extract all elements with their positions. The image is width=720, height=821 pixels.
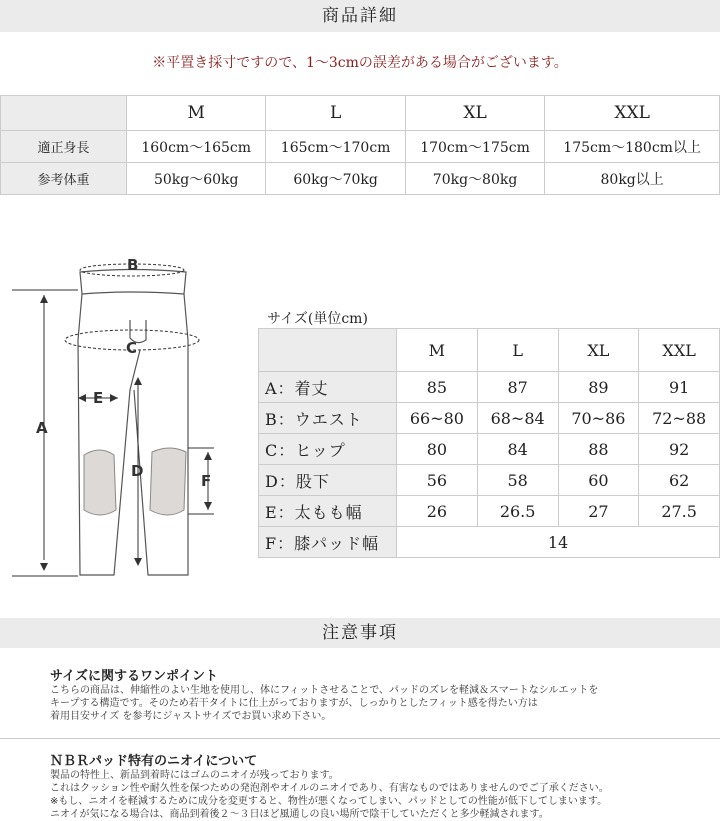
label-d: D — [131, 462, 144, 480]
arrow-down-icon — [40, 563, 48, 571]
row-label-e: E：太もも幅 — [259, 496, 397, 527]
table-cell: 60kg～70kg — [266, 163, 405, 195]
label-e: E — [93, 389, 104, 407]
row-label-f: F：膝パッド幅 — [259, 527, 397, 558]
arrow-left-icon — [78, 394, 86, 402]
measurement-notice: ※平置き採寸ですので、1～3cmの誤差がある場合がございます。 — [152, 55, 568, 71]
label-c: C — [126, 339, 138, 357]
table-cell: 58 — [477, 465, 558, 496]
size-header-row — [1, 96, 720, 131]
table-cell: 170cm～175cm — [405, 131, 544, 163]
size-col-xxl: XXL — [545, 96, 720, 131]
table-row — [1, 131, 720, 163]
note-size — [50, 665, 598, 723]
measure-header-row — [259, 329, 720, 372]
note-line: こちらの商品は、伸縮性のよい生地を使用し、体にフィットさせることで、パッドのズレを軽減＆スマートなシルエットを — [50, 685, 599, 696]
note-line: ニオイが気になる場合は、商品到着後２～３日ほど風通しの良い場所で陰干していただくと多少軽減されます。 — [50, 809, 549, 820]
arrow-up-icon — [40, 295, 48, 303]
size-col-l: L — [266, 96, 405, 131]
table-corner — [259, 329, 397, 372]
right-knee-pad — [150, 448, 186, 515]
table-row — [259, 434, 720, 465]
table-cell: 70~86 — [558, 403, 639, 434]
table-cell: 92 — [639, 434, 720, 465]
notes-title: 注意事項 — [322, 623, 398, 643]
table-cell: 70kg～80kg — [405, 163, 544, 195]
table-cell: 88 — [558, 434, 639, 465]
right-leg-shape — [134, 294, 188, 575]
table-cell: 27.5 — [639, 496, 720, 527]
size-guide-table — [0, 95, 720, 195]
row-label-d: D：股下 — [259, 465, 397, 496]
table-cell: 80 — [397, 434, 478, 465]
table-cell: 87 — [477, 372, 558, 403]
details-header — [0, 0, 720, 32]
table-corner — [1, 96, 127, 131]
note-line: 着用目安サイズ を参考にジャストサイズでお買い求め下さい。 — [50, 711, 332, 722]
left-leg-shape — [78, 294, 140, 575]
measure-col-xxl: XXL — [639, 329, 720, 372]
table-cell: 91 — [639, 372, 720, 403]
table-cell: 56 — [397, 465, 478, 496]
table-cell: 26.5 — [477, 496, 558, 527]
note-line: これはクッション性や耐久性を保つための発泡剤やオイルのニオイであり、有害なものではありませんのでご了承ください。 — [50, 783, 609, 794]
pants-diagram — [0, 240, 255, 590]
table-cell: 84 — [477, 434, 558, 465]
table-cell: 66~80 — [397, 403, 478, 434]
notes-header — [0, 618, 720, 648]
note-line: 製品の特性上、新品到着時にはゴムのニオイが残っております。 — [50, 770, 339, 781]
note-odor — [50, 750, 609, 821]
table-cell: 175cm～180cm以上 — [545, 131, 720, 163]
details-title: 商品詳細 — [322, 6, 398, 26]
note-line: キープする構造です。そのため若干タイトに仕上がっておりますが、しっかりとしたフィット感を得たい方は — [50, 698, 538, 709]
table-row — [259, 496, 720, 527]
table-cell: 62 — [639, 465, 720, 496]
note-size-heading: サイズに関するワンポイント — [50, 669, 218, 684]
arrow-down-icon — [134, 558, 142, 566]
note-odor-heading: ＮＢＲパッド特有のニオイについて — [50, 754, 258, 769]
table-cell: 80kg以上 — [545, 163, 720, 195]
label-a: A — [36, 419, 48, 437]
row-label-height: 適正身長 — [1, 131, 127, 163]
table-row — [259, 403, 720, 434]
measurement-table — [258, 328, 720, 558]
arrow-down-icon — [204, 502, 212, 510]
table-cell: 60 — [558, 465, 639, 496]
row-label-b: B：ウエスト — [259, 403, 397, 434]
measure-col-m: M — [397, 329, 478, 372]
row-label-c: C：ヒップ — [259, 434, 397, 465]
table-cell: 14 — [397, 527, 720, 558]
label-f: F — [201, 472, 212, 490]
note-line: ※もし、ニオイを軽減するために成分を変更すると、物性が悪くなってしまい、パッドとしての性能が低下してしまいます。 — [50, 796, 608, 807]
table-row — [259, 465, 720, 496]
table-cell: 85 — [397, 372, 478, 403]
table-cell: 72~88 — [639, 403, 720, 434]
arrow-up-icon — [134, 377, 142, 385]
table-row — [259, 372, 720, 403]
divider — [0, 738, 720, 739]
size-col-xl: XL — [405, 96, 544, 131]
row-label-weight: 参考体重 — [1, 163, 127, 195]
label-b: B — [127, 256, 139, 274]
table-row — [1, 163, 720, 195]
table-row — [259, 527, 720, 558]
measure-col-l: L — [477, 329, 558, 372]
table-cell: 26 — [397, 496, 478, 527]
table-cell: 27 — [558, 496, 639, 527]
row-label-a: A：着丈 — [259, 372, 397, 403]
table-cell: 160cm～165cm — [127, 131, 266, 163]
table-cell: 50kg～60kg — [127, 163, 266, 195]
table-cell: 89 — [558, 372, 639, 403]
table-cell: 68~84 — [477, 403, 558, 434]
measure-col-xl: XL — [558, 329, 639, 372]
unit-label: サイズ(単位cm) — [267, 311, 368, 327]
arrow-up-icon — [204, 452, 212, 460]
arrow-right-icon — [110, 394, 118, 402]
size-col-m: M — [127, 96, 266, 131]
table-cell: 165cm～170cm — [266, 131, 405, 163]
left-knee-pad — [84, 450, 116, 515]
